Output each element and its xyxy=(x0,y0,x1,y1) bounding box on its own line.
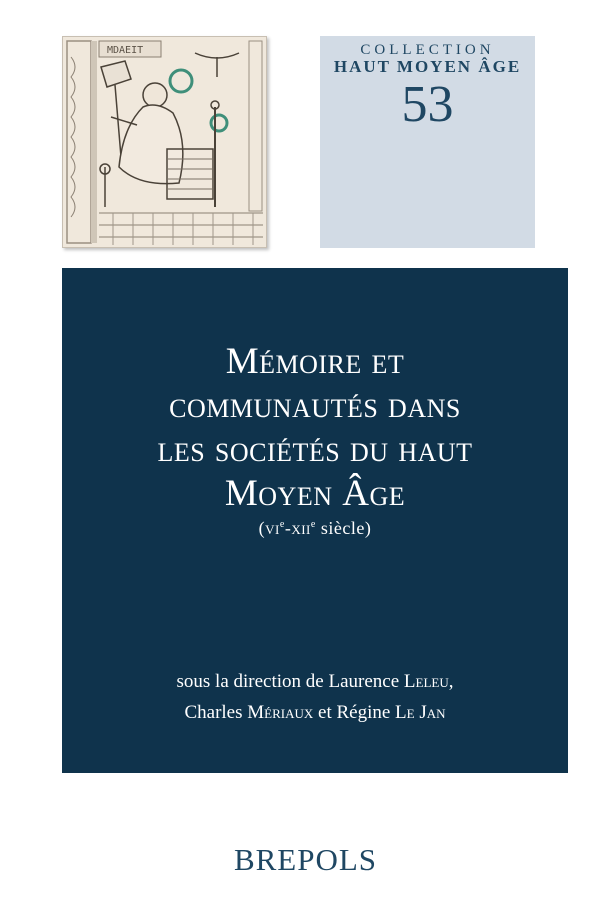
collection-box xyxy=(320,36,535,248)
collection-number: 53 xyxy=(401,76,454,133)
subtitle-sup-1: e xyxy=(279,519,285,530)
editor-charles: Charles xyxy=(184,702,248,723)
editor-leleu: Leleu xyxy=(403,671,449,692)
editors-line-2 xyxy=(62,697,568,728)
subtitle-sup-2: e xyxy=(310,519,316,530)
collection-series: HAUT MOYEN ÂGE xyxy=(333,57,522,76)
editors-line-1 xyxy=(62,666,568,697)
illustration-caption: MDAEIT xyxy=(107,45,144,56)
cover-illustration xyxy=(62,36,267,248)
title-line-3: les sociétés du haut xyxy=(157,429,473,470)
editors-joiner: et Régine xyxy=(313,702,396,723)
manuscript-illustration-image xyxy=(63,37,266,247)
editor-le-jan: Le Jan xyxy=(395,702,446,723)
title-line-4: Moyen Âge xyxy=(224,473,406,514)
book-subtitle xyxy=(62,514,568,539)
subtitle-century-start: vi xyxy=(265,518,280,538)
subtitle-dash: - xyxy=(284,518,292,538)
title-panel xyxy=(62,268,568,773)
publisher-name: BREPOLS xyxy=(233,842,378,877)
book-title xyxy=(62,340,568,539)
subtitle-close-paren: ) xyxy=(364,518,372,538)
editors-block xyxy=(62,666,568,728)
subtitle-open-paren: ( xyxy=(258,518,266,538)
title-line-1: Mémoire et xyxy=(225,341,405,382)
subtitle-siecle: siècle xyxy=(315,518,365,538)
editors-prefix: sous la direction de Laurence xyxy=(176,671,404,692)
title-line-2: communautés dans xyxy=(169,385,461,426)
subtitle-century-end: xii xyxy=(291,518,311,538)
editors-comma: , xyxy=(448,671,454,692)
editor-meriaux: Mériaux xyxy=(247,702,314,723)
collection-label: COLLECTION xyxy=(360,42,495,58)
